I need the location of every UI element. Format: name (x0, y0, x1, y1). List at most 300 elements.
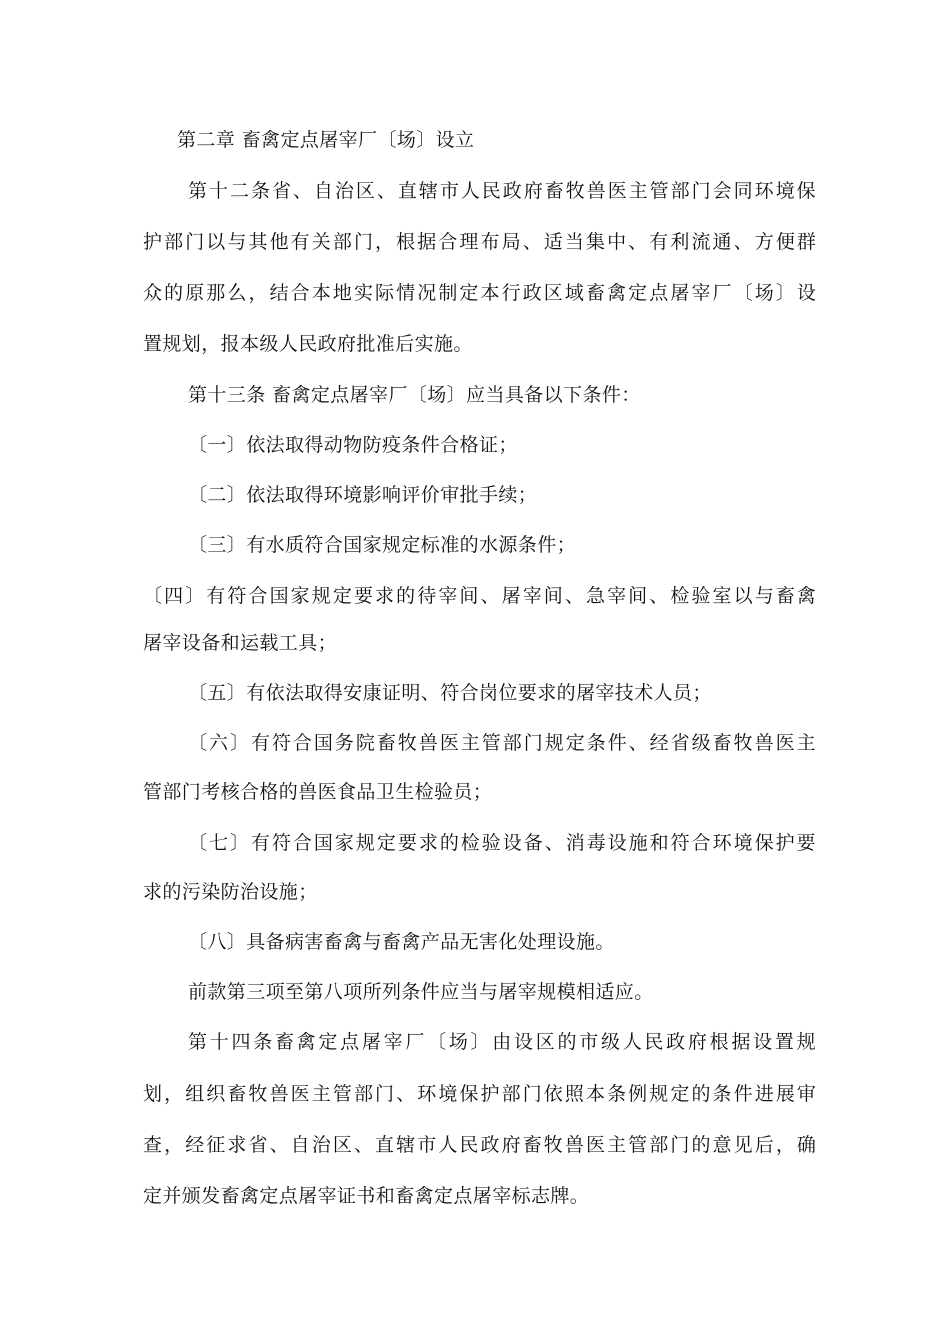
glyph: 当 (564, 231, 584, 253)
glyph: 〔 (188, 732, 208, 754)
glyph: 管 (628, 1134, 648, 1156)
glyph: 符 (271, 832, 291, 854)
glyph: 第 (188, 1031, 208, 1053)
glyph: 合 (292, 832, 312, 854)
glyph: 兽 (586, 180, 606, 202)
condition-item-4-line-2: 屠宰设备和运载工具； (143, 632, 338, 654)
glyph: 府 (523, 180, 543, 202)
glyph: 求 (418, 832, 438, 854)
glyph: 的 (164, 282, 184, 304)
glyph: 关 (311, 231, 331, 253)
glyph: 据 (731, 1031, 751, 1053)
glyph: 适 (543, 231, 563, 253)
glyph: 民 (459, 1134, 479, 1156)
glyph: 要 (796, 832, 816, 854)
glyph: 市 (417, 1134, 437, 1156)
glyph: 门 (185, 231, 205, 253)
glyph: 医 (775, 732, 795, 754)
glyph: 审 (796, 1083, 816, 1105)
glyph: 急 (585, 585, 605, 607)
glyph: 合 (691, 832, 711, 854)
glyph: 的 (691, 1083, 711, 1105)
glyph: 十 (209, 1031, 229, 1053)
glyph: 定 (318, 1031, 338, 1053)
glyph: 宰 (607, 585, 627, 607)
glyph: 众 (143, 282, 163, 304)
glyph: 主 (628, 180, 648, 202)
glyph: 待 (417, 585, 437, 607)
glyph: 制 (438, 282, 458, 304)
glyph: 政 (480, 1134, 500, 1156)
glyph: 宰 (522, 585, 542, 607)
glyph: 境 (438, 1083, 458, 1105)
glyph: 利 (670, 231, 690, 253)
glyph: 厂 (405, 1031, 425, 1053)
glyph: 四 (231, 1031, 251, 1053)
article-14-line-2 (143, 1082, 816, 1106)
glyph: 规 (355, 832, 375, 854)
glyph: 主 (311, 1083, 331, 1105)
glyph: 定 (459, 282, 479, 304)
glyph: 定 (332, 585, 352, 607)
glyph: 确 (796, 1134, 816, 1156)
article-12-line-4: 置规划，报本级人民政府批准后实施。 (143, 333, 473, 355)
condition-item-8: 〔八〕具备病害畜禽与畜禽产品无害化处理设施。 (188, 931, 615, 953)
glyph: 区 (355, 180, 375, 202)
glyph: 区 (332, 1134, 352, 1156)
glyph: 人 (460, 180, 480, 202)
glyph: 定 (376, 832, 396, 854)
glyph: 畜 (544, 180, 564, 202)
glyph: 的 (396, 585, 416, 607)
glyph: 厂 (712, 282, 732, 304)
glyph: 第 (188, 180, 208, 202)
glyph: 国 (313, 832, 333, 854)
glyph: 部 (649, 1134, 669, 1156)
article-14-line-4: 定并颁发畜禽定点屠宰证书和畜禽定点屠宰标志牌。 (143, 1185, 590, 1207)
glyph: 四 (164, 585, 184, 607)
condition-item-4-line-1 (143, 584, 816, 608)
condition-item-6-line-1 (188, 731, 816, 755)
glyph: 见 (733, 1134, 753, 1156)
glyph: 省 (670, 732, 690, 754)
glyph: 牧 (733, 732, 753, 754)
glyph: 符 (271, 732, 291, 754)
glyph: 条 (250, 180, 270, 202)
glyph: 根 (709, 1031, 729, 1053)
glyph: 宰 (438, 585, 458, 607)
glyph: 兽 (418, 732, 438, 754)
glyph: 置 (774, 1031, 794, 1053)
glyph: 划 (143, 1083, 163, 1105)
glyph: 兽 (754, 732, 774, 754)
glyph: 牧 (543, 1134, 563, 1156)
glyph: 合 (290, 282, 310, 304)
glyph: 门 (522, 1083, 542, 1105)
glyph: 设 (607, 832, 627, 854)
glyph: 要 (397, 832, 417, 854)
condition-item-7-line-2: 求的污染防治设施； (143, 881, 318, 903)
glyph: 以 (733, 585, 753, 607)
glyph: 和 (649, 832, 669, 854)
glyph: 、 (376, 180, 396, 202)
glyph: 中 (607, 231, 627, 253)
glyph: 畜 (585, 282, 605, 304)
glyph: 设 (796, 282, 816, 304)
glyph: 市 (439, 180, 459, 202)
glyph: 后 (754, 1134, 774, 1156)
glyph: 民 (481, 180, 501, 202)
glyph: 本 (585, 1083, 605, 1105)
glyph: 级 (691, 732, 711, 754)
glyph: 自 (313, 180, 333, 202)
glyph: 、 (628, 231, 648, 253)
glyph: 经 (185, 1134, 205, 1156)
glyph: 件 (607, 732, 627, 754)
glyph: 有 (250, 832, 270, 854)
glyph: 、 (353, 1134, 373, 1156)
glyph: 地 (332, 282, 352, 304)
glyph: 部 (332, 231, 352, 253)
glyph: 〔 (427, 1031, 447, 1053)
glyph: 征 (206, 1134, 226, 1156)
glyph: 六 (208, 732, 228, 754)
glyph: 部 (164, 231, 184, 253)
glyph: 同 (733, 180, 753, 202)
glyph: 以 (206, 231, 226, 253)
condition-item-2: 〔二〕依法取得环境影响评价审批手续； (188, 484, 538, 506)
glyph: 设 (753, 1031, 773, 1053)
glyph: 要 (353, 585, 373, 607)
glyph: 畜 (227, 1083, 247, 1105)
article-12-line-3 (143, 281, 816, 305)
glyph: 区 (535, 1031, 555, 1053)
glyph: 、 (649, 585, 669, 607)
glyph: 院 (355, 732, 375, 754)
glyph: 、 (396, 1083, 416, 1105)
condition-item-1: 〔一〕依法取得动物防疫条件合格证； (188, 434, 518, 456)
glyph: ， (164, 1083, 184, 1105)
glyph: 意 (712, 1134, 732, 1156)
glyph: 直 (397, 180, 417, 202)
glyph: 场 (754, 282, 774, 304)
glyph: 符 (227, 585, 247, 607)
glyph: 牧 (397, 732, 417, 754)
glyph: 他 (269, 231, 289, 253)
glyph: 本 (311, 282, 331, 304)
glyph: 主 (796, 732, 816, 754)
glyph: 检 (670, 585, 690, 607)
glyph: 政 (522, 282, 542, 304)
glyph: 设 (514, 1031, 534, 1053)
glyph: 人 (622, 1031, 642, 1053)
glyph: 符 (670, 832, 690, 854)
glyph: 府 (687, 1031, 707, 1053)
glyph: 的 (557, 1031, 577, 1053)
article-14-line-3 (143, 1133, 816, 1157)
glyph: 备 (523, 832, 543, 854)
glyph: 、 (522, 231, 542, 253)
glyph: 省 (248, 1134, 268, 1156)
glyph: 宰 (383, 1031, 403, 1053)
glyph: 定 (565, 732, 585, 754)
glyph: 规 (311, 585, 331, 607)
article-14-line-1 (188, 1030, 816, 1054)
glyph: 原 (185, 282, 205, 304)
glyph: 例 (628, 1083, 648, 1105)
glyph: 群 (796, 231, 816, 253)
glyph: 护 (775, 832, 795, 854)
glyph: 管 (481, 732, 501, 754)
glyph: 主 (607, 1134, 627, 1156)
glyph: 由 (492, 1031, 512, 1053)
glyph: 、 (564, 585, 584, 607)
glyph: 查 (143, 1134, 163, 1156)
glyph: 际 (375, 282, 395, 304)
glyph: 、 (628, 732, 648, 754)
glyph: 〔 (733, 282, 753, 304)
glyph: 展 (775, 1083, 795, 1105)
chapter-heading: 第二章 畜禽定点屠宰厂〔场〕设立 (177, 129, 475, 151)
glyph: 行 (501, 282, 521, 304)
glyph: 合 (438, 231, 458, 253)
glyph: 级 (600, 1031, 620, 1053)
glyph: 民 (644, 1031, 664, 1053)
glyph: 〕 (470, 1031, 490, 1053)
article-13: 第十三条 畜禽定点屠宰厂〔场〕应当具备以下条件： (188, 384, 641, 406)
glyph: 护 (143, 231, 163, 253)
glyph: 验 (691, 585, 711, 607)
glyph: 理 (459, 231, 479, 253)
glyph: 消 (565, 832, 585, 854)
glyph: 门 (353, 231, 373, 253)
glyph: 间 (628, 585, 648, 607)
glyph: 实 (353, 282, 373, 304)
glyph: 点 (340, 1031, 360, 1053)
glyph: 况 (417, 282, 437, 304)
glyph: 护 (480, 1083, 500, 1105)
glyph: 畜 (522, 1134, 542, 1156)
glyph: 条 (712, 1083, 732, 1105)
glyph: 保 (459, 1083, 479, 1105)
condition-item-5: 〔五〕有依法取得安康证明、符合岗位要求的屠宰技术人员； (188, 682, 712, 704)
glyph: 条 (607, 1083, 627, 1105)
glyph: 场 (448, 1031, 468, 1053)
glyph: 保 (796, 180, 816, 202)
glyph: 〕 (229, 732, 249, 754)
glyph: 流 (691, 231, 711, 253)
glyph: 门 (670, 1134, 690, 1156)
condition-item-3: 〔三〕有水质符合国家规定标准的水源条件； (188, 534, 577, 556)
glyph: 有 (250, 732, 270, 754)
glyph: 环 (754, 180, 774, 202)
glyph: 医 (585, 1134, 605, 1156)
glyph: 那 (206, 282, 226, 304)
glyph: 验 (481, 832, 501, 854)
glyph: 门 (523, 732, 543, 754)
glyph: 的 (439, 832, 459, 854)
glyph: 十 (208, 180, 228, 202)
glyph: 规 (796, 1031, 816, 1053)
glyph: 有 (649, 231, 669, 253)
glyph: 部 (353, 1083, 373, 1105)
glyph: 间 (543, 585, 563, 607)
glyph: 有 (206, 585, 226, 607)
glyph: 件 (733, 1083, 753, 1105)
glyph: 辖 (396, 1134, 416, 1156)
glyph: 组 (185, 1083, 205, 1105)
glyph: 直 (375, 1134, 395, 1156)
glyph: ， (375, 231, 395, 253)
glyph: 家 (290, 585, 310, 607)
glyph: 管 (649, 180, 669, 202)
glyph: 规 (649, 1083, 669, 1105)
glyph: 布 (480, 231, 500, 253)
glyph: 畜 (775, 585, 795, 607)
condition-item-7-line-1 (188, 831, 816, 855)
glyph: 间 (459, 585, 479, 607)
glyph: 依 (543, 1083, 563, 1105)
glyph: 通 (712, 231, 732, 253)
glyph: 本 (480, 282, 500, 304)
glyph: 织 (206, 1083, 226, 1105)
glyph: 保 (754, 832, 774, 854)
glyph: 〕 (229, 832, 249, 854)
glyph: 检 (460, 832, 480, 854)
glyph: 点 (649, 282, 669, 304)
glyph: 定 (670, 1083, 690, 1105)
glyph: 的 (691, 1134, 711, 1156)
glyph: 家 (334, 832, 354, 854)
glyph: 规 (544, 732, 564, 754)
glyph: 有 (290, 231, 310, 253)
glyph: 主 (460, 732, 480, 754)
glyph: 治 (311, 1134, 331, 1156)
glyph: 七 (208, 832, 228, 854)
glyph: 、 (292, 180, 312, 202)
glyph: 医 (439, 732, 459, 754)
glyph: 合 (292, 732, 312, 754)
glyph: 牧 (248, 1083, 268, 1105)
glyph: 、 (269, 1134, 289, 1156)
glyph: 政 (666, 1031, 686, 1053)
glyph: 务 (334, 732, 354, 754)
glyph: 定 (628, 282, 648, 304)
glyph: 宰 (691, 282, 711, 304)
glyph: 、 (544, 832, 564, 854)
glyph: 政 (502, 180, 522, 202)
glyph: 牧 (565, 180, 585, 202)
glyph: 条 (253, 1031, 273, 1053)
glyph: 条 (586, 732, 606, 754)
glyph: 据 (417, 231, 437, 253)
glyph: 与 (754, 585, 774, 607)
glyph: 区 (543, 282, 563, 304)
glyph: ， (775, 1134, 795, 1156)
glyph: 合 (248, 585, 268, 607)
glyph: 域 (564, 282, 584, 304)
glyph: 环 (712, 832, 732, 854)
glyph: 会 (712, 180, 732, 202)
glyph: 门 (375, 1083, 395, 1105)
glyph: 人 (438, 1134, 458, 1156)
glyph: ， (164, 1134, 184, 1156)
glyph: 结 (269, 282, 289, 304)
glyph: 国 (313, 732, 333, 754)
glyph: 治 (334, 180, 354, 202)
glyph: 便 (775, 231, 795, 253)
glyph: 府 (501, 1134, 521, 1156)
glyph: 禽 (296, 1031, 316, 1053)
glyph: 畜 (376, 732, 396, 754)
glyph: 畜 (274, 1031, 294, 1053)
glyph: 、 (733, 231, 753, 253)
glyph: 、 (480, 585, 500, 607)
glyph: 么 (227, 282, 247, 304)
glyph: 局 (501, 231, 521, 253)
glyph: 毒 (586, 832, 606, 854)
glyph: 辖 (418, 180, 438, 202)
glyph: 〕 (775, 282, 795, 304)
glyph: 求 (375, 585, 395, 607)
glyph: 其 (248, 231, 268, 253)
glyph: 管 (332, 1083, 352, 1105)
glyph: 禽 (607, 282, 627, 304)
glyph: 自 (290, 1134, 310, 1156)
glyph: 屠 (361, 1031, 381, 1053)
glyph: 进 (754, 1083, 774, 1105)
glyph: 屠 (501, 585, 521, 607)
glyph: 门 (691, 180, 711, 202)
glyph: 与 (227, 231, 247, 253)
glyph: 国 (269, 585, 289, 607)
glyph: 二 (229, 180, 249, 202)
glyph: 施 (628, 832, 648, 854)
glyph: 屠 (670, 282, 690, 304)
glyph: 省 (271, 180, 291, 202)
glyph: 〔 (143, 585, 163, 607)
glyph: 医 (290, 1083, 310, 1105)
glyph: 医 (607, 180, 627, 202)
glyph: 部 (501, 1083, 521, 1105)
glyph: 求 (227, 1134, 247, 1156)
glyph: 方 (754, 231, 774, 253)
glyph: 情 (396, 282, 416, 304)
conditions-note: 前款第三项至第八项所列条件应当与屠宰规模相适应。 (188, 981, 654, 1003)
glyph: ， (248, 282, 268, 304)
condition-item-6-line-2: 管部门考核合格的兽医食品卫生检验员； (143, 781, 493, 803)
glyph: 部 (502, 732, 522, 754)
glyph: 禽 (796, 585, 816, 607)
glyph: 经 (649, 732, 669, 754)
glyph: 照 (564, 1083, 584, 1105)
glyph: 设 (502, 832, 522, 854)
glyph: 室 (712, 585, 732, 607)
glyph: 集 (585, 231, 605, 253)
glyph: 根 (396, 231, 416, 253)
glyph: 市 (579, 1031, 599, 1053)
glyph: 畜 (712, 732, 732, 754)
glyph: 〔 (188, 832, 208, 854)
glyph: 境 (733, 832, 753, 854)
glyph: 环 (417, 1083, 437, 1105)
glyph: 部 (670, 180, 690, 202)
glyph: 兽 (269, 1083, 289, 1105)
glyph: 境 (775, 180, 795, 202)
article-12-line-2 (143, 230, 816, 254)
glyph: 〕 (185, 585, 205, 607)
glyph: 兽 (564, 1134, 584, 1156)
